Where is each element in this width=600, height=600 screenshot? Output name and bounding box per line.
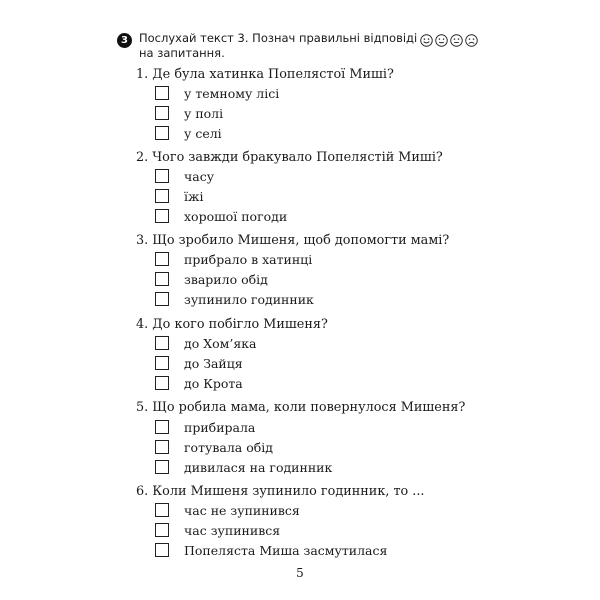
self-assessment-smileys	[420, 34, 478, 47]
page-number: 5	[296, 566, 304, 580]
checkbox[interactable]	[155, 440, 169, 454]
option-label: зварило обід	[184, 272, 268, 287]
checkbox[interactable]	[155, 169, 169, 183]
task-number-badge: 3	[117, 33, 132, 48]
option-label: у полі	[184, 106, 224, 121]
question-4: 4. До кого побігло Мишеня?	[136, 317, 328, 332]
checkbox[interactable]	[155, 503, 169, 517]
option-label: у темному лісі	[184, 86, 280, 101]
option-label: часу	[184, 169, 215, 184]
checkbox[interactable]	[155, 106, 169, 120]
question-2: 2. Чого завжди бракувало Попелястій Миші?	[136, 150, 443, 165]
option-label: до Крота	[184, 376, 243, 391]
option-label: їжі	[184, 189, 204, 204]
checkbox[interactable]	[155, 272, 169, 286]
question-6: 6. Коли Мишеня зупинило годинник, то ...	[136, 484, 425, 499]
option-label: до Зайця	[184, 356, 243, 371]
question-1: 1. Де була хатинка Попелястої Миші?	[136, 67, 394, 82]
checkbox[interactable]	[155, 209, 169, 223]
smiley-neutral-icon[interactable]	[450, 34, 463, 47]
option-label: час не зупинився	[184, 503, 300, 518]
option-label: час зупинився	[184, 523, 281, 538]
option-label: хорошої погоди	[184, 209, 288, 224]
checkbox[interactable]	[155, 420, 169, 434]
checkbox[interactable]	[155, 460, 169, 474]
option-label: прибирала	[184, 420, 256, 435]
checkbox[interactable]	[155, 126, 169, 140]
option-label: зупинило годинник	[184, 292, 314, 307]
smiley-happy-icon[interactable]	[420, 34, 433, 47]
question-5: 5. Що робила мама, коли повернулося Мишеня?	[136, 400, 466, 415]
checkbox[interactable]	[155, 86, 169, 100]
checkbox[interactable]	[155, 376, 169, 390]
option-label: до Хом’яка	[184, 336, 257, 351]
checkbox[interactable]	[155, 252, 169, 266]
checkbox[interactable]	[155, 189, 169, 203]
checkbox[interactable]	[155, 356, 169, 370]
option-label: готувала обід	[184, 440, 273, 455]
option-label: у селі	[184, 126, 222, 141]
smiley-neutral-icon[interactable]	[435, 34, 448, 47]
smiley-sad-icon[interactable]	[465, 34, 478, 47]
task-instruction: Послухай текст 3. Познач правильні відповіді на запитання.	[139, 31, 418, 60]
checkbox[interactable]	[155, 543, 169, 557]
checkbox[interactable]	[155, 292, 169, 306]
checkbox[interactable]	[155, 336, 169, 350]
option-label: Попеляста Миша засмутилася	[184, 543, 388, 558]
option-label: дивилася на годинник	[184, 460, 333, 475]
checkbox[interactable]	[155, 523, 169, 537]
option-label: прибрало в хатинці	[184, 252, 313, 267]
question-3: 3. Що зробило Мишеня, щоб допомогти мамі?	[136, 233, 450, 248]
